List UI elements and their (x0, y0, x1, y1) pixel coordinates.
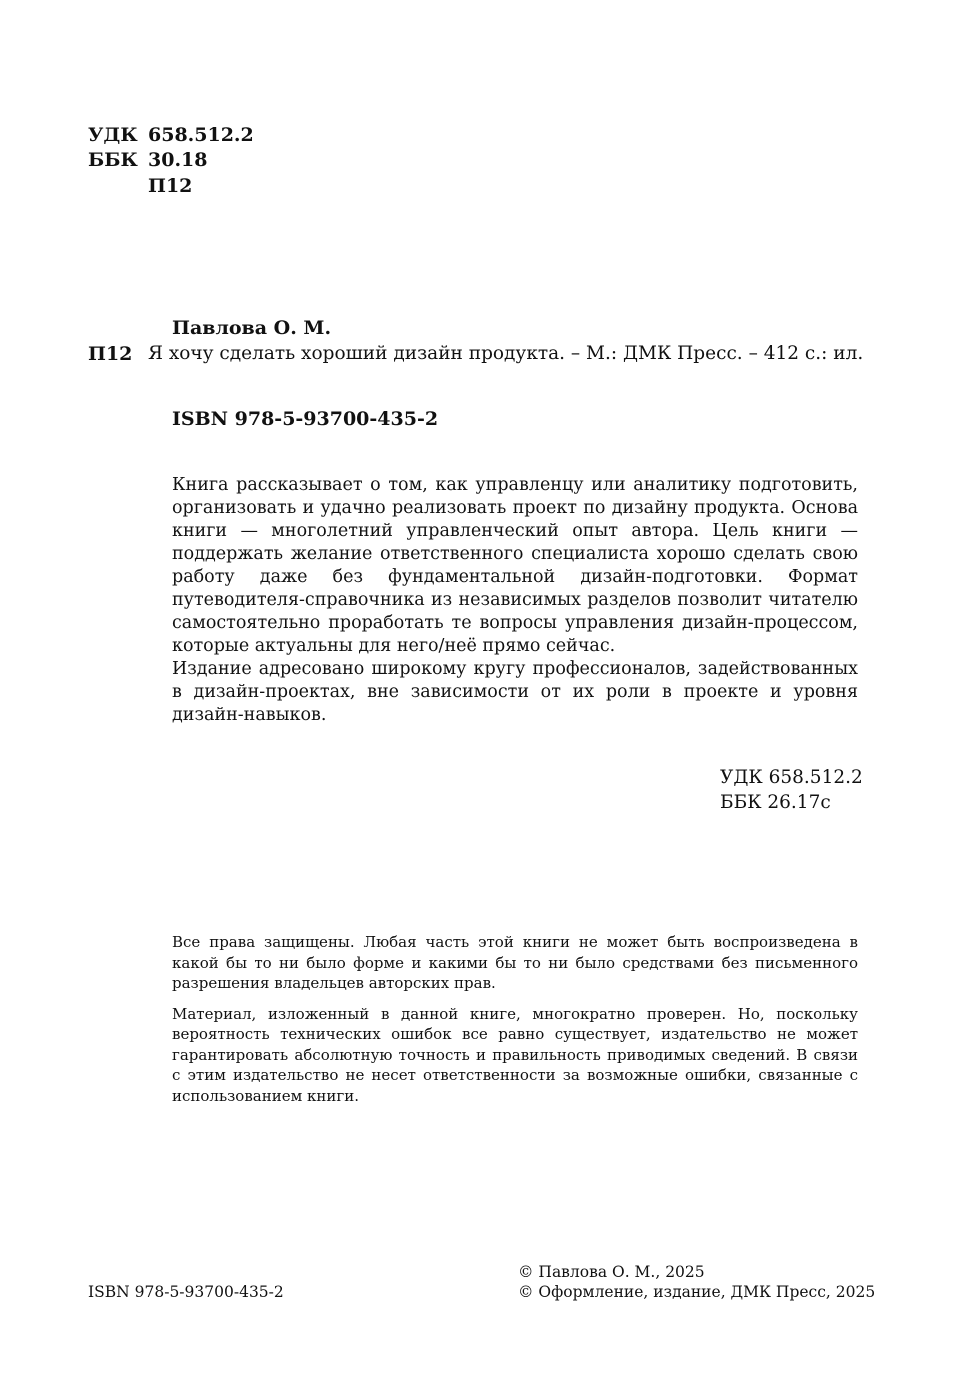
book-title-line: Я хочу сделать хороший дизайн продукта. – М.: ДМК Пресс. – 412 с.: ил. (148, 343, 864, 364)
bbk-value: 30.18 (148, 149, 208, 171)
udk-bottom: УДК 658.512.2 (720, 767, 863, 788)
rights-paragraph: Все права защищены. Любая часть этой книги не может быть воспроизведена в какой бы то ни было форме и какими бы то ни было средствами без письменного разрешения владельцев авторских прав. (172, 933, 858, 992)
annotation-paragraph: Издание адресовано широкому кругу профессионалов, задействованных в дизайн-проектах, вне зависимости от их роли в проекте и уровня дизайн-навыков. (172, 659, 858, 725)
udk-value: 658.512.2 (148, 124, 254, 146)
copyright-author: © Павлова О. М., 2025 (518, 1263, 705, 1281)
annotation-paragraph: Книга рассказывает о том, как управленцу или аналитику подготовить, организовать и удачно реализовать проект по дизайну продукта. Основа книги — многолетний управленческий опыт автора. Цель книги — поддержать желание ответственного специалиста хорошо сделать свою работу даже без фундаментальной дизайн-подготовки. Формат путеводителя-справочника из независимых разделов позволит читателю самостоятельно проработать те вопросы управления дизайн-процессом, которые актуальны для него/неё прямо сейчас. (172, 475, 858, 656)
bbk-label: ББК (88, 149, 138, 171)
udk-label: УДК (88, 124, 138, 146)
catalog-mark: П12 (88, 343, 133, 365)
rights-paragraph: Материал, изложенный в данной книге, многократно проверен. Но, поскольку вероятность технических ошибок все равно существует, издательство не может гарантировать абсолютную точность и правильность приводимых сведений. В связи с этим издательство не несет ответственности за возможные ошибки, связанные с использованием книги. (172, 1004, 858, 1105)
author-mark: П12 (148, 175, 193, 197)
copyright-publisher: © Оформление, издание, ДМК Пресс, 2025 (518, 1283, 876, 1301)
annotation (172, 474, 858, 727)
author-name: Павлова О. М. (172, 317, 332, 339)
bbk-bottom: ББК 26.17с (720, 792, 831, 813)
footer-isbn: ISBN 978-5-93700-435-2 (88, 1283, 284, 1301)
rights-notice (172, 932, 858, 1116)
isbn-bold: ISBN 978-5-93700-435-2 (172, 408, 439, 430)
